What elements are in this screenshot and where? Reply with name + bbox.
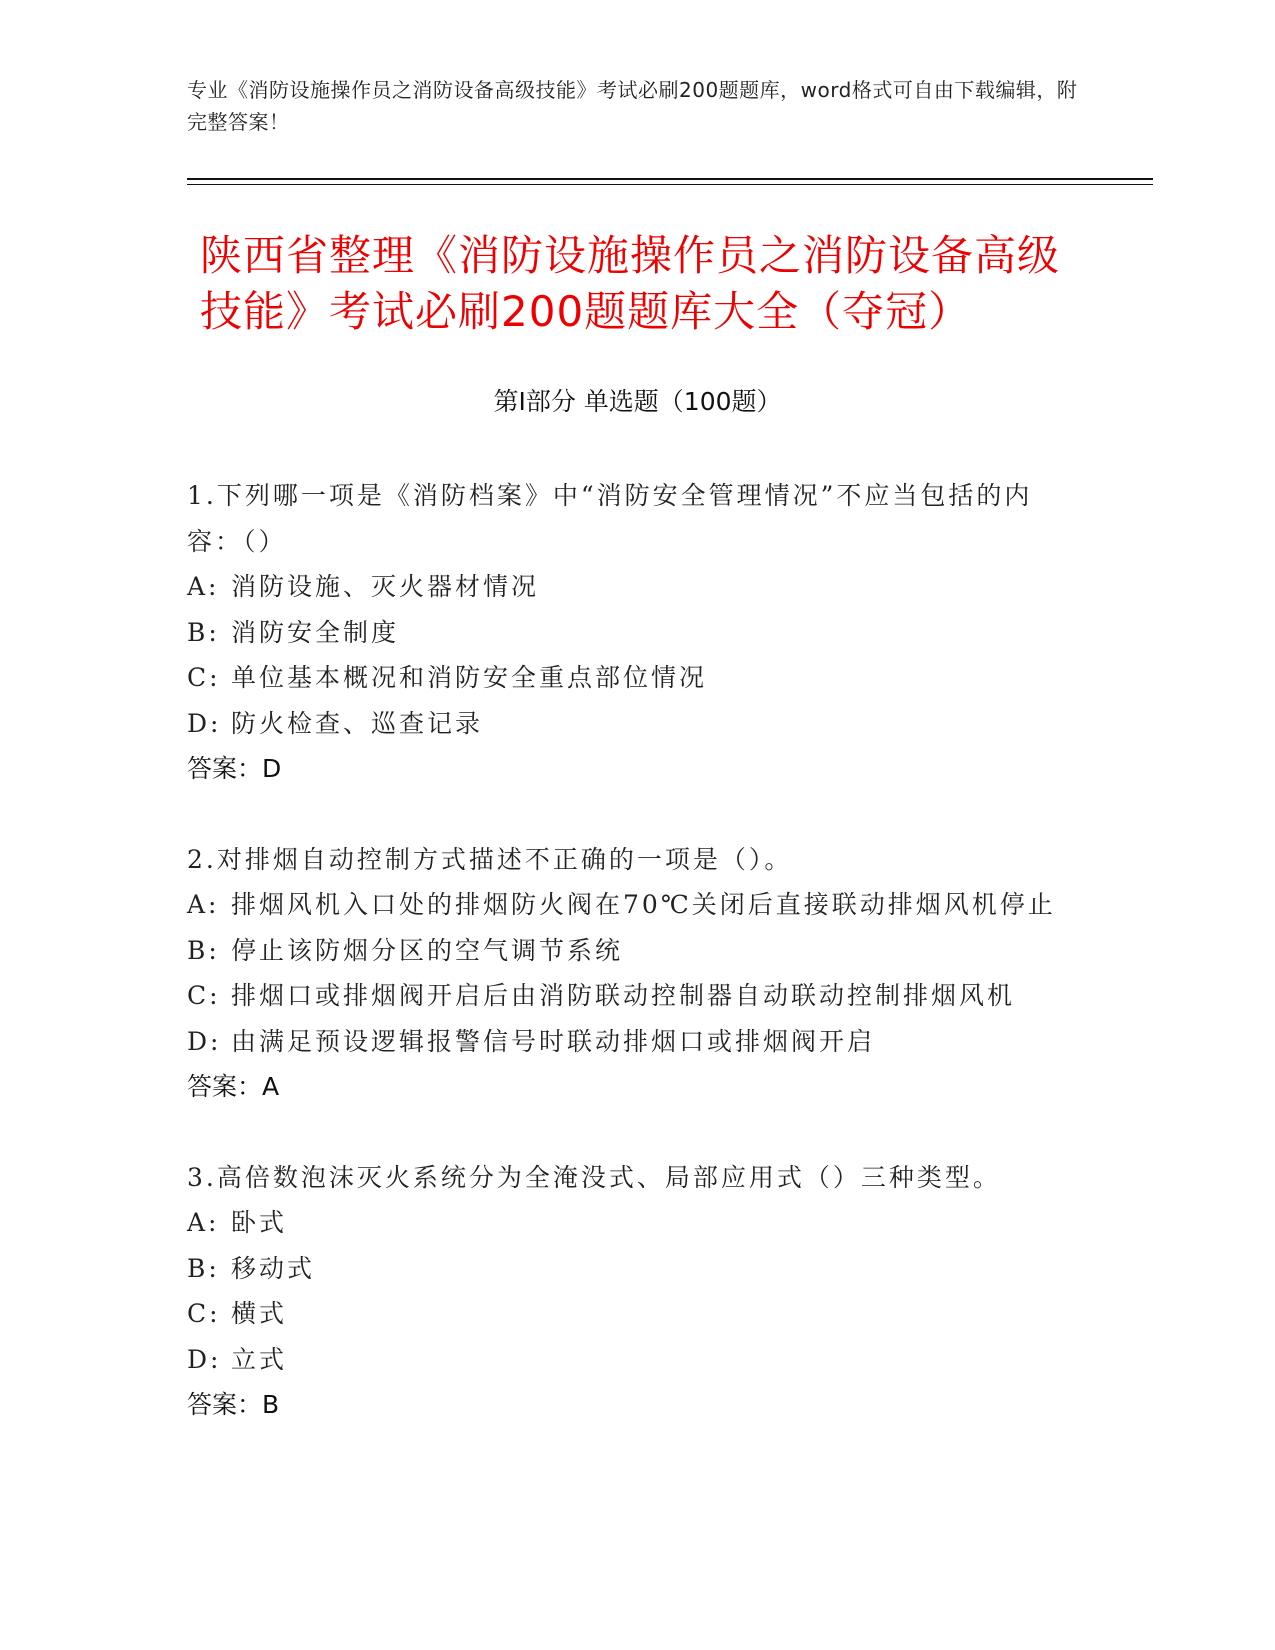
option-c — [187, 973, 1087, 1019]
option-c — [187, 1291, 1087, 1337]
question-stem: 2.对排烟自动控制方式描述不正确的一项是（）。 — [187, 844, 793, 874]
document-title: 陕西省整理《消防设施操作员之消防设备高级技能》考试必刷200题题库大全（夺冠） — [200, 231, 1061, 336]
option-text: 卧式 — [231, 1208, 288, 1237]
option-letter: C: — [187, 981, 221, 1010]
option-b — [187, 1246, 1087, 1292]
question-stem: 3.高倍数泡沫灭火系统分为全淹没式、局部应用式（）三种类型。 — [187, 1162, 1001, 1192]
answer-line: 答案：A — [187, 1072, 280, 1101]
option-a — [187, 1200, 1087, 1246]
option-text: 防火检查、巡查记录 — [231, 708, 484, 738]
option-letter: B: — [187, 1253, 220, 1283]
option-letter: C: — [187, 663, 221, 692]
header-rule-thin — [187, 184, 1153, 185]
option-letter: D: — [187, 1344, 222, 1374]
option-text: 由满足预设逻辑报警信号时联动排烟口或排烟阀开启 — [231, 1026, 876, 1056]
option-letter: A: — [187, 890, 220, 919]
answer-line: 答案：B — [187, 1390, 280, 1419]
option-d — [187, 1019, 1087, 1065]
option-a — [187, 882, 1087, 928]
option-letter: A: — [187, 1208, 220, 1237]
option-letter: B: — [187, 617, 220, 647]
option-d — [187, 1337, 1087, 1383]
option-text: 横式 — [231, 1299, 288, 1328]
option-text: 单位基本概况和消防安全重点部位情况 — [231, 663, 708, 692]
section-title: 第I部分 单选题（100题） — [493, 387, 782, 416]
option-letter: B: — [187, 935, 220, 965]
option-letter: A: — [187, 572, 220, 601]
option-text: 立式 — [231, 1344, 288, 1374]
question-3 — [187, 1155, 1087, 1428]
question-1 — [187, 473, 1087, 792]
option-b — [187, 610, 1087, 656]
option-letter: D: — [187, 1026, 222, 1056]
option-text: 消防安全制度 — [231, 617, 400, 647]
option-text: 移动式 — [231, 1253, 316, 1283]
option-text: 停止该防烟分区的空气调节系统 — [231, 935, 624, 965]
option-c — [187, 655, 1087, 701]
option-text: 排烟口或排烟阀开启后由消防联动控制器自动联动控制排烟风机 — [231, 981, 1016, 1010]
option-text: 消防设施、灭火器材情况 — [231, 572, 540, 601]
option-b — [187, 928, 1087, 974]
header-note: 专业《消防设施操作员之消防设备高级技能》考试必刷200题题库，word格式可自由下载编辑，附完整答案！ — [187, 78, 1078, 134]
question-stem: 1.下列哪一项是《消防档案》中“消防安全管理情况”不应当包括的内容：（） — [187, 481, 1033, 556]
option-text: 排烟风机入口处的排烟防火阀在70℃关闭后直接联动排烟风机停止 — [231, 890, 1056, 919]
option-letter: C: — [187, 1299, 221, 1328]
option-a — [187, 564, 1087, 610]
header-rule-thick — [187, 178, 1153, 180]
question-2 — [187, 837, 1087, 1110]
option-letter: D: — [187, 708, 222, 738]
answer-line: 答案：D — [187, 754, 282, 783]
question-list — [187, 473, 1087, 1473]
option-d — [187, 701, 1087, 747]
